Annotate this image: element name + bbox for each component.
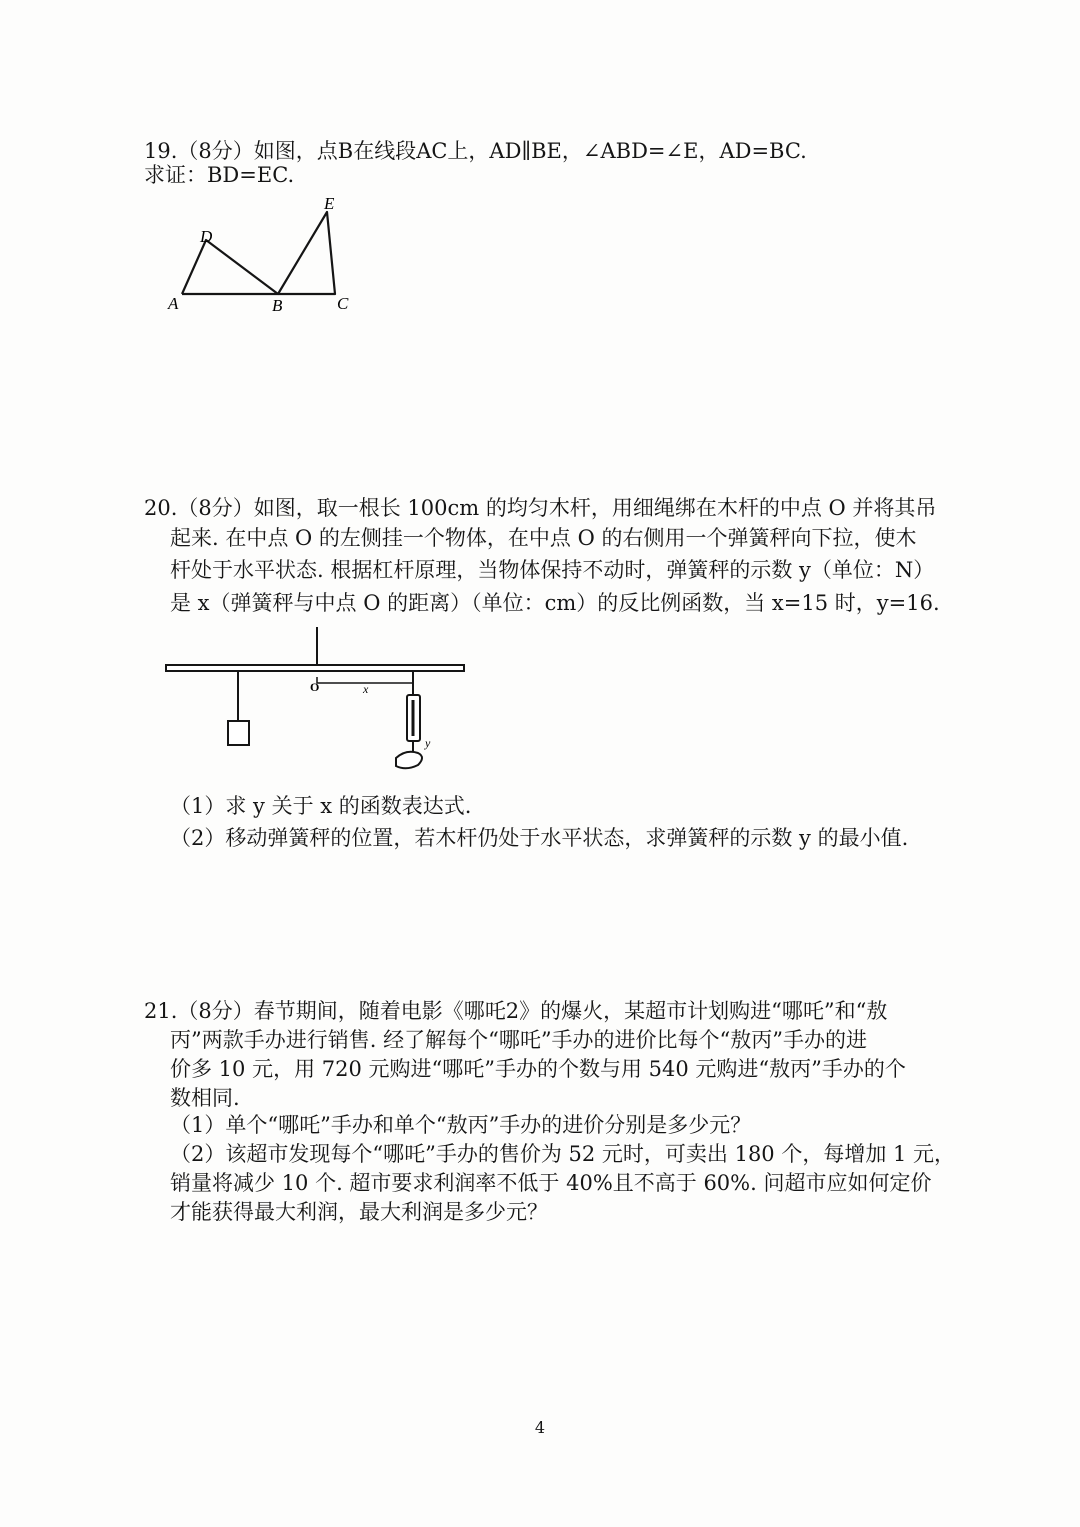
q20-part-1: （1）求 y 关于 x 的函数表达式. [170,794,472,818]
point-c-label: C [337,294,349,313]
wooden-rod [166,665,464,671]
q19-triangle-figure [160,190,360,315]
q21-line-4: 数相同. [170,1086,240,1110]
point-a-label: A [168,294,179,313]
point-e-label: E [324,194,335,213]
q20-line-1: 20.（8分）如图，取一根长 100cm 的均匀木杆，用细绳绑在木杆的中点 O 并将其吊 [144,496,937,520]
q21-line-3: 价多 10 元，用 720 元购进“哪吒”手办的个数与用 540 元购进“敖丙”手办的个 [170,1057,906,1081]
page-number: 4 [534,1418,546,1437]
q21-part-1: （1）单个“哪吒”手办和单个“敖丙”手办的进价分别是多少元？ [170,1113,752,1137]
q21-part-2-line-2: 销量将减少 10 个. 超市要求利润率不低于 40%且不高于 60%. 问超市应如何定价 [170,1171,932,1195]
distance-x-label: x [363,682,369,696]
point-d-label: D [200,227,213,246]
q20-line-4: 是 x（弹簧秤与中点 O 的距离）（单位：cm）的反比例函数，当 x=15 时，y=16. [170,591,940,615]
triangle-abd [182,240,278,294]
reading-y-label: y [425,736,431,750]
q20-line-2: 起来. 在中点 O 的左侧挂一个物体，在中点 O 的右侧用一个弹簧秤向下拉，使木 [170,526,917,550]
q19-line-2: 求证：BD=EC. [144,163,295,187]
q21-line-1: 21.（8分）春节期间，随着电影《哪吒2》的爆火，某超市计划购进“哪吒”和“敖 [144,999,888,1023]
q20-lever-figure [160,625,470,775]
q19-line-1: 19.（8分）如图，点B在线段AC上，AD∥BE，∠ABD=∠E，AD=BC. [144,139,807,163]
triangle-bec [278,212,335,294]
hanging-object [228,721,249,745]
hand-shape [396,752,422,769]
q21-part-2-line-1: （2）该超市发现每个“哪吒”手办的售价为 52 元时，可卖出 180 个，每增加 1 元， [170,1142,956,1166]
q20-line-3: 杆处于水平状态. 根据杠杆原理，当物体保持不动时，弹簧秤的示数 y（单位：N） [170,558,935,582]
q21-part-2-line-3: 才能获得最大利润，最大利润是多少元？ [170,1200,548,1224]
q21-line-2: 丙”两款手办进行销售. 经了解每个“哪吒”手办的进价比每个“敖丙”手办的进 [170,1028,868,1052]
point-b-label: B [272,296,283,315]
pivot-o-label: O [310,680,320,694]
q20-part-2: （2）移动弹簧秤的位置，若木杆仍处于水平状态，求弹簧秤的示数 y 的最小值. [170,826,909,850]
